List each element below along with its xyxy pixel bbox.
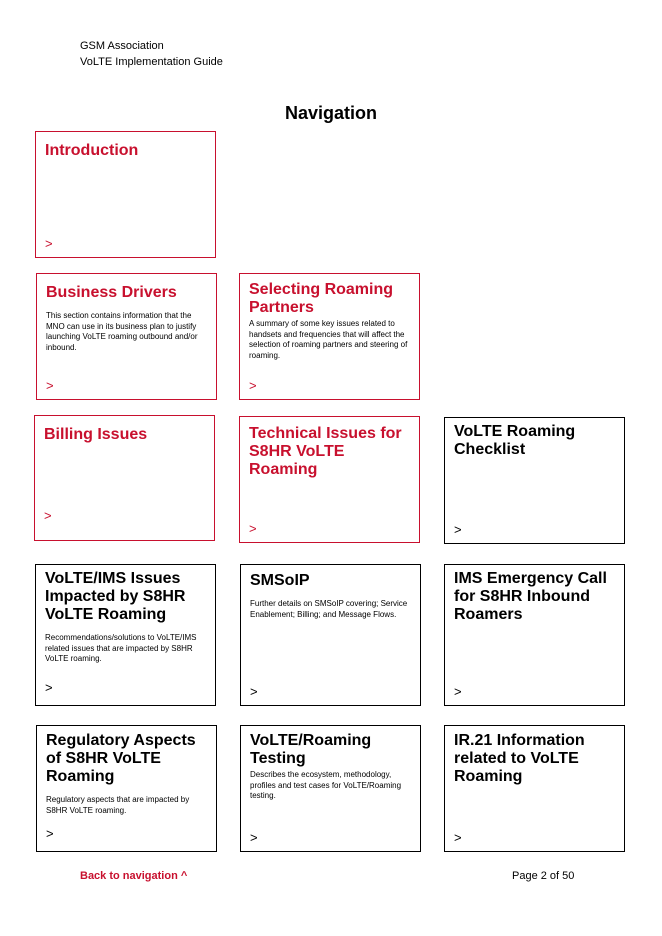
back-to-navigation-link[interactable]: Back to navigation ^	[80, 870, 188, 882]
card-volte-ims-issues[interactable]	[35, 564, 216, 706]
card-title: Regulatory Aspects of S8HR VoLTE Roaming	[46, 732, 196, 785]
card-title: SMSoIP	[250, 572, 310, 589]
card-title: Introduction	[45, 142, 139, 159]
card-title: IMS Emergency Call for S8HR Inbound Roamers	[454, 570, 607, 623]
page-title: Navigation	[284, 103, 377, 123]
card-business-drivers[interactable]	[36, 273, 217, 400]
header-doc-title: VoLTE Implementation Guide	[80, 56, 223, 68]
card-volte-roaming-checklist[interactable]	[444, 417, 625, 544]
card-arrow-link[interactable]: >	[45, 680, 53, 695]
card-arrow-link[interactable]: >	[249, 521, 257, 536]
card-arrow-link[interactable]: >	[250, 684, 258, 699]
card-arrow-link[interactable]: >	[454, 830, 462, 845]
card-ir21-information[interactable]	[444, 725, 625, 852]
card-title: VoLTE/Roaming Testing	[250, 732, 372, 767]
card-description: A summary of some key issues related to handsets and frequencies that will affect the selection of roaming partners and steering of roaming.	[249, 319, 408, 360]
card-description: Regulatory aspects that are impacted by S8HR VoLTE roaming.	[46, 795, 190, 815]
card-regulatory-aspects[interactable]	[36, 725, 217, 852]
card-arrow-link[interactable]: >	[250, 830, 258, 845]
card-arrow-link[interactable]: >	[46, 826, 54, 841]
card-smsoip[interactable]	[240, 564, 421, 706]
card-billing-issues[interactable]	[34, 415, 215, 541]
card-title: IR.21 Information related to VoLTE Roaming	[454, 732, 585, 785]
card-description: Describes the ecosystem, methodology, profiles and test cases for VoLTE/Roaming testing.	[250, 770, 402, 800]
document-header	[80, 38, 223, 70]
card-arrow-link[interactable]: >	[46, 378, 54, 393]
card-arrow-link[interactable]: >	[454, 522, 462, 537]
page-number: Page 2 of 50	[512, 870, 575, 882]
card-title: VoLTE/IMS Issues Impacted by S8HR VoLTE Roaming	[45, 570, 186, 623]
card-description: Further details on SMSoIP covering; Service Enablement; Billing; and Message Flows.	[250, 599, 408, 619]
card-volte-roaming-testing[interactable]	[240, 725, 421, 852]
card-technical-issues-s8hr[interactable]	[239, 416, 420, 543]
card-arrow-link[interactable]: >	[249, 378, 257, 393]
card-title: Billing Issues	[44, 426, 148, 443]
card-title: Technical Issues for S8HR VoLTE Roaming	[249, 425, 402, 478]
card-arrow-link[interactable]: >	[454, 684, 462, 699]
card-arrow-link[interactable]: >	[45, 236, 53, 251]
header-org: GSM Association	[80, 40, 164, 52]
card-selecting-roaming-partners[interactable]	[239, 273, 420, 400]
card-title: Selecting Roaming Partners	[249, 281, 394, 316]
card-title: VoLTE Roaming Checklist	[454, 423, 576, 458]
card-description: Recommendations/solutions to VoLTE/IMS related issues that are impacted by S8HR VoLTE roaming.	[45, 633, 197, 663]
card-arrow-link[interactable]: >	[44, 508, 52, 523]
card-description: This section contains information that the MNO can use in its business plan to justify launching VoLTE roaming outbound and/or inbound.	[46, 311, 198, 352]
card-title: Business Drivers	[46, 284, 177, 301]
card-introduction[interactable]	[35, 131, 216, 258]
card-ims-emergency-call[interactable]	[444, 564, 625, 706]
